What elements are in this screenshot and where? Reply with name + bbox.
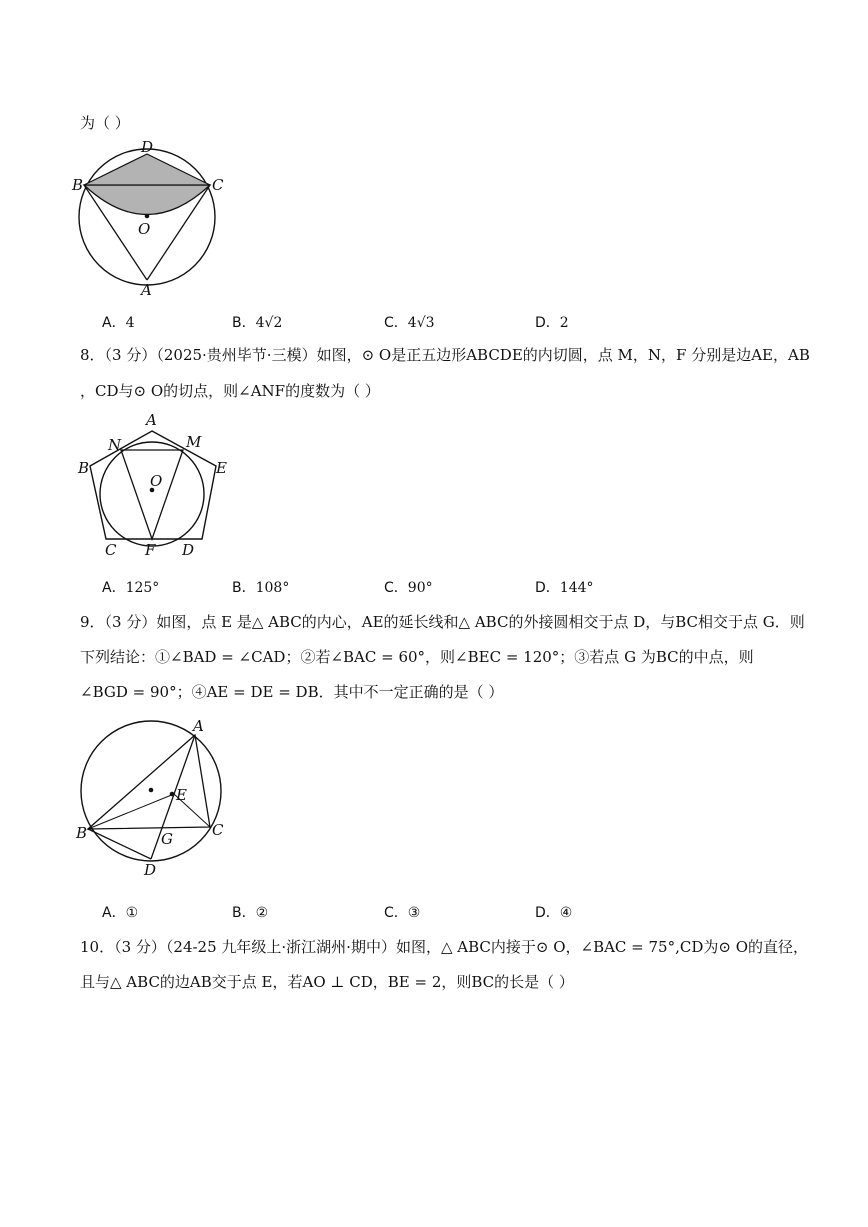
q9-figure bbox=[70, 714, 240, 882]
q10-line-1: 10．（3 分）（24-25 九年级上·浙江湖州·期中）如图，△ ABC内接于⊙ O，∠BAC = 75°,CD为⊙ O的直径， bbox=[80, 938, 808, 956]
q7-label-o: O bbox=[138, 220, 151, 238]
q9-label-c: C bbox=[212, 821, 224, 839]
q7-option-a: A．4 bbox=[102, 315, 135, 331]
q7-shaded-segment bbox=[84, 185, 210, 215]
q8-incircle bbox=[100, 442, 204, 546]
q9-option-b: B．② bbox=[232, 905, 269, 921]
q8-label-o: O bbox=[150, 472, 163, 490]
q8-line-2: ，CD与⊙ O的切点，则∠ANF的度数为（ ） bbox=[80, 382, 380, 400]
q9-option-a: A．① bbox=[102, 905, 139, 921]
q8-label-a: A bbox=[146, 411, 157, 429]
q8-option-c: C．90° bbox=[384, 580, 433, 596]
q7-figure bbox=[70, 138, 230, 298]
q7-center-dot bbox=[145, 214, 150, 219]
q7-label-d: D bbox=[141, 138, 154, 156]
q8-line-1: 8．（3 分）（2025·贵州毕节·三模）如图，⊙ O是正五边形ABCDE的内切圆，点 M，N，F 分别是边AE，AB bbox=[80, 346, 810, 364]
q8-option-b: B．108° bbox=[232, 580, 290, 596]
q9-option-c: C．③ bbox=[384, 905, 421, 921]
q8-figure bbox=[70, 408, 240, 568]
q8-label-b: B bbox=[78, 459, 90, 477]
q8-label-f: F bbox=[145, 541, 156, 559]
q8-option-d: D．144° bbox=[535, 580, 594, 596]
q8-label-e: E bbox=[216, 459, 227, 477]
q9-label-b: B bbox=[76, 824, 88, 842]
q10-line-2: 且与△ ABC的边AB交于点 E，若AO ⊥ CD，BE = 2，则BC的长是（ ） bbox=[80, 973, 574, 991]
q7-tail-text: 为（ ） bbox=[80, 114, 130, 132]
q9-line-3: ∠BGD = 90°；④AE = DE = DB．其中不一定正确的是（ ） bbox=[80, 683, 504, 701]
q7-option-d: D．2 bbox=[535, 315, 569, 331]
q7-option-b: B．4√2 bbox=[232, 315, 283, 331]
q8-label-d: D bbox=[182, 541, 195, 559]
q7-label-b: B bbox=[72, 176, 84, 194]
q9-label-a: A bbox=[193, 717, 204, 735]
q8-triangle bbox=[121, 450, 183, 539]
q8-label-n: N bbox=[108, 436, 122, 454]
q9-incenter-dot bbox=[170, 792, 175, 797]
q9-center-dot bbox=[149, 788, 154, 793]
q7-option-c: C．4√3 bbox=[384, 315, 435, 331]
q9-option-d: D．④ bbox=[535, 905, 573, 921]
q9-triangle bbox=[88, 735, 210, 829]
q9-line-1: 9．（3 分）如图，点 E 是△ ABC的内心，AE的延长线和△ ABC的外接圆相交于点 D，与BC相交于点 G．则 bbox=[80, 613, 805, 631]
q8-option-a: A．125° bbox=[102, 580, 160, 596]
q7-shaded-triangle bbox=[84, 154, 210, 185]
q9-line-2: 下列结论：①∠BAD = ∠CAD；②若∠BAC = 60°，则∠BEC = 120°；③若点 G 为BC的中点，则 bbox=[80, 648, 754, 666]
q7-label-a: A bbox=[141, 281, 152, 298]
q7-label-c: C bbox=[212, 176, 224, 194]
q9-label-e: E bbox=[176, 786, 187, 804]
q9-label-g: G bbox=[161, 830, 173, 848]
q8-label-c: C bbox=[105, 541, 117, 559]
q8-label-m: M bbox=[186, 433, 202, 451]
q9-label-d: D bbox=[144, 861, 157, 879]
